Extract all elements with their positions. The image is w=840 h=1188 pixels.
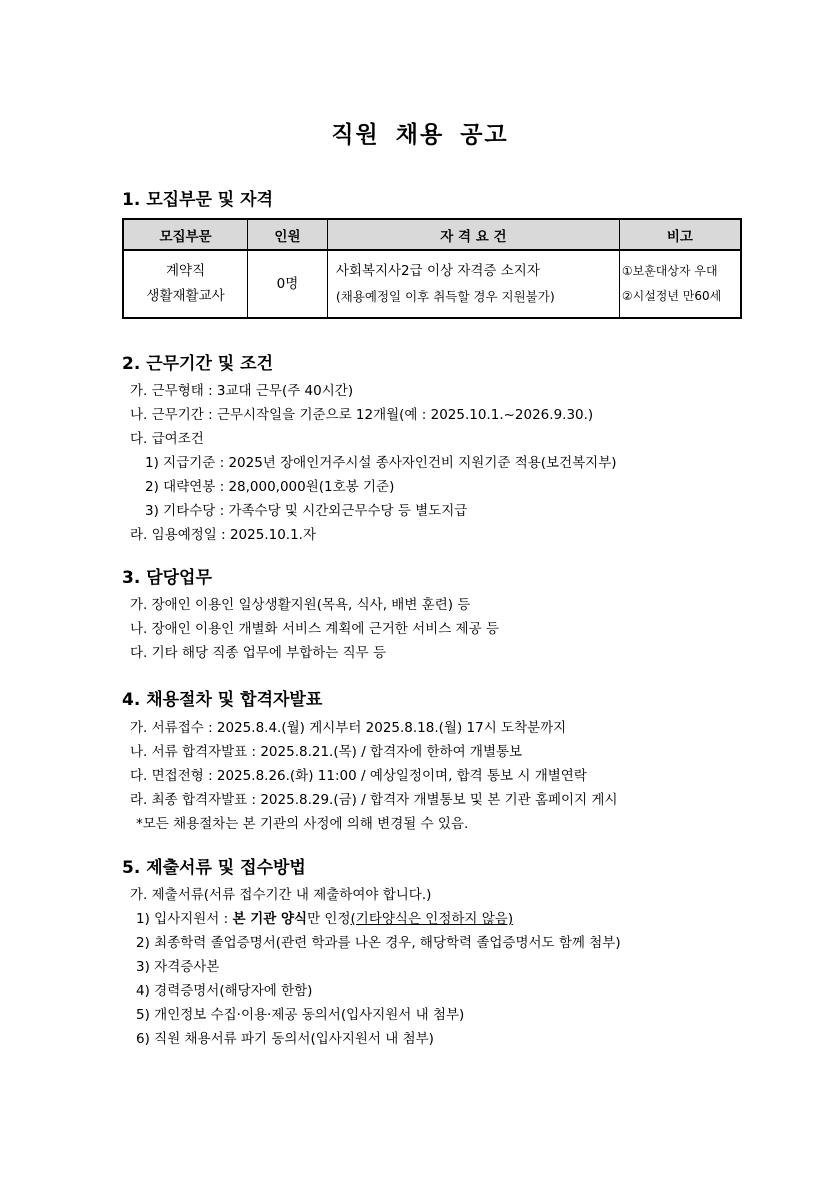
s5-item-1-bold: 본 기관 양식 (232, 911, 308, 927)
header-dept: 모집부문 (123, 219, 248, 250)
table-header-row (123, 219, 741, 250)
s5-item-6: 6) 직원 채용서류 파기 동의서(입사지원서 내 첨부) (136, 1031, 434, 1047)
s2-line-d: 라. 임용예정일 : 2025.10.1.자 (130, 527, 316, 543)
header-count: 인원 (248, 219, 328, 250)
cell-count: 0명 (248, 250, 328, 318)
s5-item-2: 2) 최종학력 졸업증명서(관련 학과를 나온 경우, 해당학력 졸업증명서도 함께 첨부) (136, 935, 621, 951)
s2-line-c1: 1) 지급기준 : 2025년 장애인거주시설 종사자인건비 지원기준 적용(보건복지부) (145, 455, 617, 471)
dept-line-2: 생활재활교사 (146, 288, 225, 304)
s2-line-c: 다. 급여조건 (130, 431, 204, 447)
s5-item-1 (136, 907, 513, 927)
s5-item-5: 5) 개인정보 수집·이용·제공 동의서(입사지원서 내 첨부) (136, 1007, 465, 1023)
qual-main: 사회복지사2급 이상 자격증 소지자 (335, 263, 540, 279)
note-2: ②시설정년 만60세 (621, 289, 722, 303)
s5-item-4: 4) 경력증명서(해당자에 한함) (136, 983, 313, 999)
s5-line-a: 가. 제출서류(서류 접수기간 내 제출하여야 합니다.) (130, 887, 432, 903)
header-qualification: 자 격 요 건 (327, 219, 619, 250)
s3-line-b: 나. 장애인 이용인 개별화 서비스 계획에 근거한 서비스 제공 등 (130, 621, 499, 637)
section-4-heading: 4. 채용절차 및 합격자발표 (122, 690, 323, 710)
s4-line-d: 라. 최종 합격자발표 : 2025.8.29.(금) / 합격자 개별통보 및 본 기관 홈페이지 게시 (130, 792, 618, 808)
page-title: 직원 채용 공고 (331, 122, 509, 148)
s5-item-1-middle: 만 인정 (307, 911, 351, 927)
recruitment-table (122, 218, 742, 319)
s5-item-1-underlined: (기타양식은 인정하지 않음) (350, 911, 514, 927)
cell-dept (123, 250, 248, 318)
s4-line-a: 가. 서류접수 : 2025.8.4.(월) 게시부터 2025.8.18.(월) 17시 도착분까지 (130, 720, 567, 736)
s2-line-b: 나. 근무기간 : 근무시작일을 기준으로 12개월(예 : 2025.10.1.~2026.9.30.) (130, 407, 594, 423)
s2-line-a: 가. 근무형태 : 3교대 근무(주 40시간) (130, 383, 354, 399)
table-row (123, 250, 741, 318)
section-5-heading: 5. 제출서류 및 접수방법 (122, 858, 306, 878)
cell-note (619, 250, 741, 318)
s5-item-1-prefix: 1) 입사지원서 : (136, 911, 233, 927)
s3-line-a: 가. 장애인 이용인 일상생활지원(목욕, 식사, 배변 훈련) 등 (130, 597, 471, 613)
s4-line-c: 다. 면접전형 : 2025.8.26.(화) 11:00 / 예상일정이며, 합격 통보 시 개별연락 (130, 768, 587, 784)
s4-note: *모든 채용절차는 본 기관의 사정에 의해 변경될 수 있음. (136, 816, 469, 832)
note-1: ①보훈대상자 우대 (621, 264, 718, 278)
s3-line-c: 다. 기타 해당 직종 업무에 부합하는 직무 등 (130, 645, 387, 661)
s2-line-c2: 2) 대략연봉 : 28,000,000원(1호봉 기준) (145, 479, 395, 495)
section-1-heading: 1. 모집부문 및 자격 (122, 190, 273, 210)
dept-line-1: 계약직 (165, 263, 206, 279)
qual-sub: (채용예정일 이후 취득할 경우 지원불가) (335, 289, 555, 304)
header-note: 비고 (619, 219, 741, 250)
s5-item-3: 3) 자격증사본 (136, 959, 220, 975)
section-2-heading: 2. 근무기간 및 조건 (122, 354, 273, 374)
s2-line-c3: 3) 기타수당 : 가족수당 및 시간외근무수당 등 별도지급 (145, 503, 468, 519)
section-3-heading: 3. 담당업무 (122, 568, 212, 588)
cell-qualification (327, 250, 619, 318)
s4-line-b: 나. 서류 합격자발표 : 2025.8.21.(목) / 합격자에 한하여 개별통보 (130, 744, 523, 760)
